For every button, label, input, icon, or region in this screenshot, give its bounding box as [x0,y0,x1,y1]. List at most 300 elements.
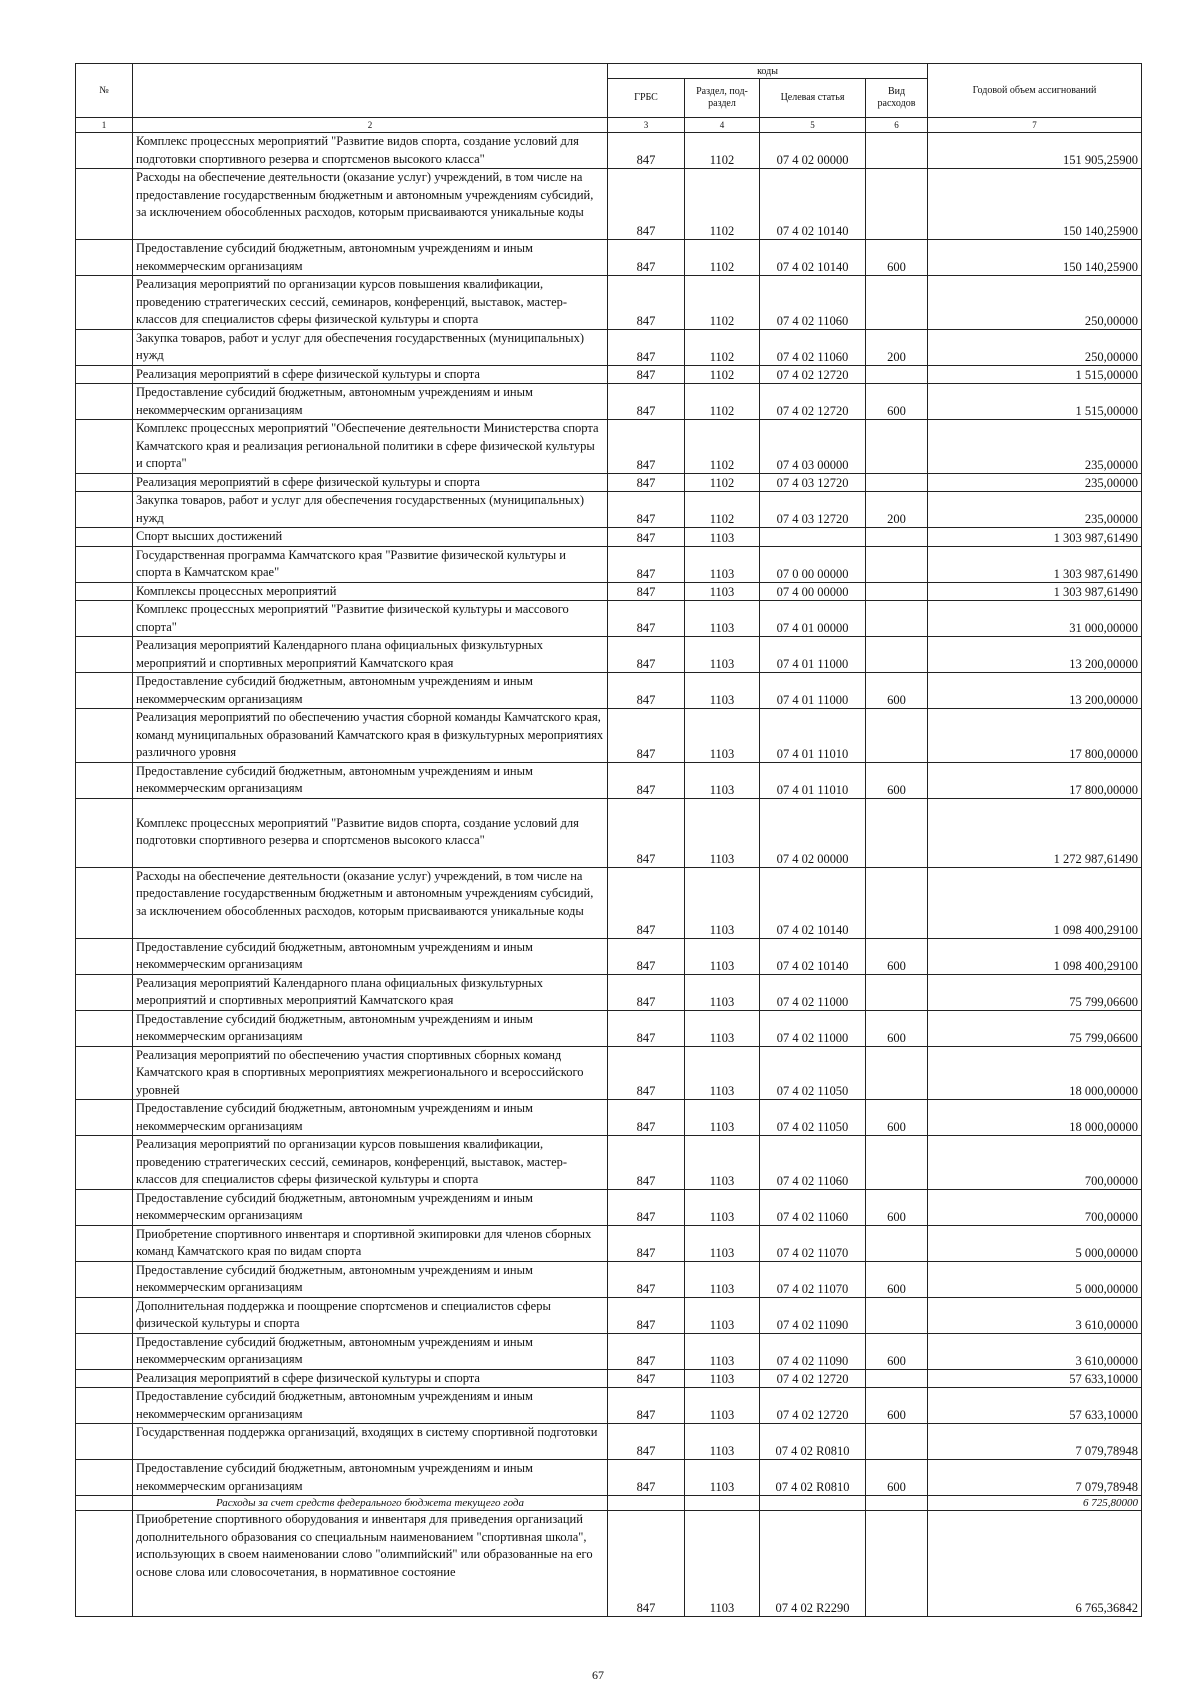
table-body [76,133,1142,1617]
row-section-cell: 1102 [685,420,760,474]
row-target-cell: 07 4 03 12720 [760,473,866,492]
row-grbs-cell: 847 [608,637,685,673]
row-name-cell: Предоставление субсидий бюджетным, автономным учреждениям и иным некоммерческим организациям [133,673,608,709]
row-name-cell: Государственная поддержка организаций, входящих в систему спортивной подготовки [133,1424,608,1460]
row-section-cell: 1102 [685,276,760,330]
row-section-cell: 1103 [685,673,760,709]
row-number-cell [76,1460,133,1496]
row-target-cell: 07 4 02 11000 [760,974,866,1010]
row-target-cell: 07 4 02 R0810 [760,1424,866,1460]
row-target-cell: 07 4 02 12720 [760,1369,866,1388]
row-amount-cell: 235,00000 [928,420,1142,474]
table-row [76,601,1142,637]
row-name-cell: Дополнительная поддержка и поощрение спортсменов и специалистов сферы физической культуры и спорта [133,1297,608,1333]
row-number-cell [76,637,133,673]
row-name-cell: Приобретение спортивного инвентаря и спортивной экипировки для членов сборных команд Камчатского края по видам спорта [133,1225,608,1261]
row-grbs-cell: 847 [608,133,685,169]
row-name-cell: Закупка товаров, работ и услуг для обеспечения государственных (муниципальных) нужд [133,329,608,365]
row-type-cell [866,1496,928,1511]
table-row [76,1046,1142,1100]
row-amount-cell: 1 303 987,61490 [928,582,1142,601]
row-name-cell: Комплекс процессных мероприятий "Развитие физической культуры и массового спорта" [133,601,608,637]
row-target-cell: 07 4 02 R2290 [760,1511,866,1617]
row-grbs-cell: 847 [608,329,685,365]
row-number-cell [76,938,133,974]
table-row [76,798,1142,867]
row-grbs-cell: 847 [608,867,685,938]
table-row [76,473,1142,492]
row-name-cell: Предоставление субсидий бюджетным, автономным учреждениям и иным некоммерческим организациям [133,1261,608,1297]
row-type-cell: 200 [866,492,928,528]
row-number-cell [76,601,133,637]
row-section-cell: 1103 [685,1225,760,1261]
row-name-cell: Предоставление субсидий бюджетным, автономным учреждениям и иным некоммерческим организациям [133,240,608,276]
row-number-cell [76,473,133,492]
row-name-cell: Реализация мероприятий в сфере физической культуры и спорта [133,1369,608,1388]
table-row [76,1136,1142,1190]
row-target-cell: 07 4 02 11060 [760,1189,866,1225]
row-number-cell [76,867,133,938]
row-grbs-cell: 847 [608,1100,685,1136]
row-grbs-cell: 847 [608,974,685,1010]
row-section-cell: 1103 [685,637,760,673]
row-number-cell [76,546,133,582]
row-grbs-cell: 847 [608,546,685,582]
table-row [76,133,1142,169]
row-type-cell [866,1511,928,1617]
table-row [76,1261,1142,1297]
row-section-cell: 1103 [685,601,760,637]
row-section-cell: 1102 [685,492,760,528]
row-type-cell [866,1297,928,1333]
column-number-4: 4 [685,118,760,133]
row-section-cell: 1103 [685,974,760,1010]
row-number-cell [76,974,133,1010]
page-number: 67 [592,1668,604,1682]
row-type-cell: 600 [866,1100,928,1136]
row-name-cell: Предоставление субсидий бюджетным, автономным учреждениям и иным некоммерческим организациям [133,938,608,974]
row-name-cell: Реализация мероприятий по организации курсов повышения квалификации, проведению стратегических сессий, семинаров, конференций, выставок, мастер-классов для специалистов сферы физической культуры и спорта [133,276,608,330]
row-amount-cell: 235,00000 [928,492,1142,528]
row-type-cell [866,1046,928,1100]
row-type-cell [866,867,928,938]
row-section-cell: 1103 [685,1424,760,1460]
table-row [76,420,1142,474]
row-type-cell: 200 [866,329,928,365]
row-number-cell [76,528,133,547]
table-row [76,528,1142,547]
row-target-cell: 07 4 02 11090 [760,1333,866,1369]
table-row [76,1225,1142,1261]
header-section: Раздел, под-раздел [685,79,760,118]
row-number-cell [76,329,133,365]
row-name-cell: Расходы на обеспечение деятельности (оказание услуг) учреждений, в том числе на предоставление государственным бюджетным и автономным учреждениям субсидий, за исключением обособленных расходов, которым присваиваются уникальные коды [133,169,608,240]
table-header [76,64,1142,133]
row-target-cell: 07 4 02 12720 [760,384,866,420]
row-target-cell: 07 4 02 10140 [760,867,866,938]
row-target-cell [760,528,866,547]
row-amount-cell: 18 000,00000 [928,1100,1142,1136]
row-name-cell: Предоставление субсидий бюджетным, автономным учреждениям и иным некоммерческим организациям [133,1100,608,1136]
row-target-cell: 07 4 02 11050 [760,1046,866,1100]
table-row [76,329,1142,365]
row-grbs-cell: 847 [608,1333,685,1369]
row-grbs-cell: 847 [608,492,685,528]
header-annual: Годовой объем ассигнований [928,64,1142,118]
row-amount-cell: 7 079,78948 [928,1460,1142,1496]
row-amount-cell: 151 905,25900 [928,133,1142,169]
row-section-cell [685,1496,760,1511]
row-number-cell [76,240,133,276]
row-name-cell: Закупка товаров, работ и услуг для обеспечения государственных (муниципальных) нужд [133,492,608,528]
row-number-cell [76,169,133,240]
table-row [76,867,1142,938]
header-name [133,64,608,118]
row-section-cell: 1103 [685,1046,760,1100]
row-amount-cell: 235,00000 [928,473,1142,492]
row-name-cell: Комплекс процессных мероприятий "Развитие видов спорта, создание условий для подготовки спортивного резерва и спортсменов высокого класса" [133,798,608,867]
row-section-cell: 1103 [685,528,760,547]
row-amount-cell: 1 515,00000 [928,384,1142,420]
row-target-cell: 07 4 00 00000 [760,582,866,601]
row-name-cell: Предоставление субсидий бюджетным, автономным учреждениям и иным некоммерческим организациям [133,1010,608,1046]
row-grbs-cell: 847 [608,1046,685,1100]
row-grbs-cell: 847 [608,1424,685,1460]
row-target-cell [760,1496,866,1511]
budget-table [75,63,1142,1617]
row-grbs-cell: 847 [608,1369,685,1388]
row-name-cell: Приобретение спортивного оборудования и инвентаря для приведения организаций дополнительного образования со специальным наименованием "спортивная школа", использующих в своем наименовании слово "олимпийский" или образованные на его основе слова или словосочетания, в нормативное состояние [133,1511,608,1617]
row-amount-cell: 18 000,00000 [928,1046,1142,1100]
row-number-cell [76,1369,133,1388]
row-target-cell: 07 4 01 11000 [760,637,866,673]
column-number-5: 5 [760,118,866,133]
row-target-cell: 07 4 02 11060 [760,329,866,365]
row-target-cell: 07 4 02 10140 [760,240,866,276]
row-target-cell: 07 4 02 12720 [760,365,866,384]
row-name-cell: Реализация мероприятий в сфере физической культуры и спорта [133,473,608,492]
row-target-cell: 07 4 02 11090 [760,1297,866,1333]
row-section-cell: 1103 [685,1189,760,1225]
table-row [76,1424,1142,1460]
row-type-cell [866,709,928,763]
row-amount-cell: 17 800,00000 [928,709,1142,763]
column-number-3: 3 [608,118,685,133]
row-grbs-cell [608,1496,685,1511]
row-grbs-cell: 847 [608,1136,685,1190]
row-type-cell: 600 [866,1189,928,1225]
row-type-cell [866,974,928,1010]
row-section-cell: 1103 [685,1261,760,1297]
table-row [76,276,1142,330]
row-grbs-cell: 847 [608,420,685,474]
header-target: Целевая статья [760,79,866,118]
row-target-cell: 07 4 02 00000 [760,133,866,169]
row-grbs-cell: 847 [608,1010,685,1046]
row-target-cell: 07 4 02 11050 [760,1100,866,1136]
row-section-cell: 1103 [685,938,760,974]
row-amount-cell: 75 799,06600 [928,974,1142,1010]
row-number-cell [76,492,133,528]
row-amount-cell: 75 799,06600 [928,1010,1142,1046]
table-row [76,240,1142,276]
row-number-cell [76,1388,133,1424]
row-type-cell: 600 [866,1460,928,1496]
row-section-cell: 1103 [685,867,760,938]
row-target-cell: 07 4 01 00000 [760,601,866,637]
row-amount-cell: 17 800,00000 [928,762,1142,798]
row-number-cell [76,1010,133,1046]
table-row [76,1333,1142,1369]
row-type-cell [866,637,928,673]
row-name-cell: Спорт высших достижений [133,528,608,547]
header-expense-type: Вид расходов [866,79,928,118]
table-row [76,492,1142,528]
row-amount-cell: 1 515,00000 [928,365,1142,384]
row-grbs-cell: 847 [608,938,685,974]
row-section-cell: 1102 [685,473,760,492]
row-number-cell [76,276,133,330]
row-type-cell [866,582,928,601]
row-section-cell: 1102 [685,169,760,240]
row-section-cell: 1103 [685,546,760,582]
row-type-cell: 600 [866,762,928,798]
table-row [76,1297,1142,1333]
table-row [76,582,1142,601]
row-grbs-cell: 847 [608,365,685,384]
row-name-cell: Реализация мероприятий по обеспечению участия сборной команды Камчатского края, команд муниципальных образований Камчатского края в физкультурных мероприятиях различного уровня [133,709,608,763]
row-grbs-cell: 847 [608,528,685,547]
row-name-cell: Реализация мероприятий по обеспечению участия спортивных сборных команд Камчатского края в спортивных мероприятиях межрегионального и всероссийского уровней [133,1046,608,1100]
table-row [76,1511,1142,1617]
row-amount-cell: 1 272 987,61490 [928,798,1142,867]
table-row [76,762,1142,798]
row-section-cell: 1102 [685,240,760,276]
row-type-cell [866,420,928,474]
row-amount-cell: 1 098 400,29100 [928,867,1142,938]
row-grbs-cell: 847 [608,1460,685,1496]
row-section-cell: 1103 [685,1369,760,1388]
row-number-cell [76,384,133,420]
row-amount-cell: 57 633,10000 [928,1388,1142,1424]
row-name-cell: Комплексы процессных мероприятий [133,582,608,601]
row-name-cell: Комплекс процессных мероприятий "Обеспечение деятельности Министерства спорта Камчатского края и реализация региональной политики в сфере физической культуры и спорта" [133,420,608,474]
row-type-cell [866,798,928,867]
row-section-cell: 1102 [685,329,760,365]
row-section-cell: 1103 [685,762,760,798]
row-name-cell: Предоставление субсидий бюджетным, автономным учреждениям и иным некоммерческим организациям [133,1189,608,1225]
row-number-cell [76,1046,133,1100]
row-grbs-cell: 847 [608,1511,685,1617]
row-name-cell: Реализация мероприятий Календарного плана официальных физкультурных мероприятий и спортивных мероприятий Камчатского края [133,637,608,673]
row-target-cell: 07 4 03 00000 [760,420,866,474]
header-codes: коды [608,64,928,79]
row-type-cell: 600 [866,673,928,709]
row-name-cell: Расходы на обеспечение деятельности (оказание услуг) учреждений, в том числе на предоставление государственным бюджетным и автономным учреждениям субсидий, за исключением обособленных расходов, которым присваиваются уникальные коды [133,867,608,938]
row-type-cell [866,601,928,637]
row-type-cell: 600 [866,1010,928,1046]
row-section-cell: 1103 [685,582,760,601]
row-type-cell: 600 [866,1388,928,1424]
row-target-cell: 07 4 03 12720 [760,492,866,528]
row-target-cell: 07 4 02 12720 [760,1388,866,1424]
row-amount-cell: 31 000,00000 [928,601,1142,637]
row-type-cell [866,1424,928,1460]
row-amount-cell: 5 000,00000 [928,1261,1142,1297]
row-number-cell [76,1496,133,1511]
row-section-cell: 1103 [685,1136,760,1190]
row-section-cell: 1103 [685,1100,760,1136]
row-target-cell: 07 4 02 00000 [760,798,866,867]
row-type-cell [866,1225,928,1261]
row-target-cell: 07 4 01 11000 [760,673,866,709]
table-row [76,1388,1142,1424]
table-note-row [76,1496,1142,1511]
row-name-cell: Предоставление субсидий бюджетным, автономным учреждениям и иным некоммерческим организациям [133,1388,608,1424]
table-row [76,384,1142,420]
row-grbs-cell: 847 [608,709,685,763]
row-target-cell: 07 4 02 10140 [760,938,866,974]
row-number-cell [76,133,133,169]
row-section-cell: 1102 [685,133,760,169]
row-name-cell: Реализация мероприятий по организации курсов повышения квалификации, проведению стратегических сессий, семинаров, конференций, выставок, мастер-классов для специалистов сферы физической культуры и спорта [133,1136,608,1190]
row-grbs-cell: 847 [608,673,685,709]
row-amount-cell: 3 610,00000 [928,1333,1142,1369]
row-number-cell [76,798,133,867]
row-number-cell [76,1261,133,1297]
row-section-cell: 1103 [685,1333,760,1369]
row-amount-cell: 5 000,00000 [928,1225,1142,1261]
row-amount-cell: 6 765,36842 [928,1511,1142,1617]
table-row [76,938,1142,974]
row-target-cell: 07 4 02 11060 [760,276,866,330]
row-number-cell [76,762,133,798]
row-grbs-cell: 847 [608,1189,685,1225]
row-amount-cell: 250,00000 [928,276,1142,330]
row-number-cell [76,1297,133,1333]
row-name-cell: Предоставление субсидий бюджетным, автономным учреждениям и иным некоммерческим организациям [133,1460,608,1496]
table-row [76,546,1142,582]
header-number: № [76,64,133,118]
row-type-cell [866,276,928,330]
row-grbs-cell: 847 [608,762,685,798]
table-row [76,637,1142,673]
row-section-cell: 1103 [685,709,760,763]
row-target-cell: 07 4 02 11060 [760,1136,866,1190]
column-number-6: 6 [866,118,928,133]
row-name-cell: Государственная программа Камчатского края "Развитие физической культуры и спорта в Камчатском крае" [133,546,608,582]
row-name-cell: Реализация мероприятий Календарного плана официальных физкультурных мероприятий и спортивных мероприятий Камчатского края [133,974,608,1010]
row-section-cell: 1102 [685,365,760,384]
row-number-cell [76,1225,133,1261]
row-type-cell: 600 [866,1261,928,1297]
row-number-cell [76,1511,133,1617]
column-number-1: 1 [76,118,133,133]
row-grbs-cell: 847 [608,1297,685,1333]
table-row [76,1189,1142,1225]
row-grbs-cell: 847 [608,601,685,637]
row-type-cell: 600 [866,938,928,974]
row-number-cell [76,365,133,384]
row-type-cell: 600 [866,240,928,276]
table-row [76,365,1142,384]
row-amount-cell: 700,00000 [928,1189,1142,1225]
row-number-cell [76,709,133,763]
row-target-cell: 07 4 01 11010 [760,709,866,763]
row-amount-cell: 6 725,80000 [928,1496,1142,1511]
row-type-cell [866,546,928,582]
row-number-cell [76,1424,133,1460]
table-row [76,169,1142,240]
row-number-cell [76,1136,133,1190]
table-row [76,709,1142,763]
row-amount-cell: 1 303 987,61490 [928,528,1142,547]
row-grbs-cell: 847 [608,169,685,240]
row-target-cell: 07 4 02 11070 [760,1261,866,1297]
row-amount-cell: 3 610,00000 [928,1297,1142,1333]
row-number-cell [76,1333,133,1369]
table-row [76,1369,1142,1388]
row-type-cell [866,169,928,240]
row-amount-cell: 150 140,25900 [928,240,1142,276]
row-target-cell: 07 4 02 11070 [760,1225,866,1261]
row-section-cell: 1103 [685,1511,760,1617]
table-row [76,673,1142,709]
row-name-cell: Расходы за счет средств федерального бюджета текущего года [133,1496,608,1511]
row-name-cell: Предоставление субсидий бюджетным, автономным учреждениям и иным некоммерческим организациям [133,384,608,420]
row-amount-cell: 13 200,00000 [928,673,1142,709]
row-number-cell [76,1100,133,1136]
row-name-cell: Реализация мероприятий в сфере физической культуры и спорта [133,365,608,384]
row-name-cell: Комплекс процессных мероприятий "Развитие видов спорта, создание условий для подготовки спортивного резерва и спортсменов высокого класса" [133,133,608,169]
row-amount-cell: 13 200,00000 [928,637,1142,673]
row-amount-cell: 7 079,78948 [928,1424,1142,1460]
row-type-cell: 600 [866,1333,928,1369]
row-amount-cell: 250,00000 [928,329,1142,365]
row-number-cell [76,1189,133,1225]
row-grbs-cell: 847 [608,798,685,867]
row-section-cell: 1103 [685,1010,760,1046]
row-section-cell: 1103 [685,1460,760,1496]
row-grbs-cell: 847 [608,473,685,492]
row-target-cell: 07 0 00 00000 [760,546,866,582]
row-amount-cell: 1 098 400,29100 [928,938,1142,974]
row-target-cell: 07 4 02 R0810 [760,1460,866,1496]
row-target-cell: 07 4 01 11010 [760,762,866,798]
row-grbs-cell: 847 [608,240,685,276]
row-target-cell: 07 4 02 11000 [760,1010,866,1046]
row-type-cell [866,473,928,492]
row-section-cell: 1102 [685,384,760,420]
row-number-cell [76,420,133,474]
row-amount-cell: 1 303 987,61490 [928,546,1142,582]
table-row [76,1460,1142,1496]
row-section-cell: 1103 [685,1388,760,1424]
row-target-cell: 07 4 02 10140 [760,169,866,240]
table-row [76,1100,1142,1136]
row-type-cell [866,1369,928,1388]
column-number-2: 2 [133,118,608,133]
row-name-cell: Предоставление субсидий бюджетным, автономным учреждениям и иным некоммерческим организациям [133,1333,608,1369]
row-grbs-cell: 847 [608,1388,685,1424]
column-number-7: 7 [928,118,1142,133]
header-grbs: ГРБС [608,79,685,118]
row-type-cell [866,1136,928,1190]
table-row [76,974,1142,1010]
row-grbs-cell: 847 [608,582,685,601]
row-grbs-cell: 847 [608,1225,685,1261]
row-grbs-cell: 847 [608,1261,685,1297]
